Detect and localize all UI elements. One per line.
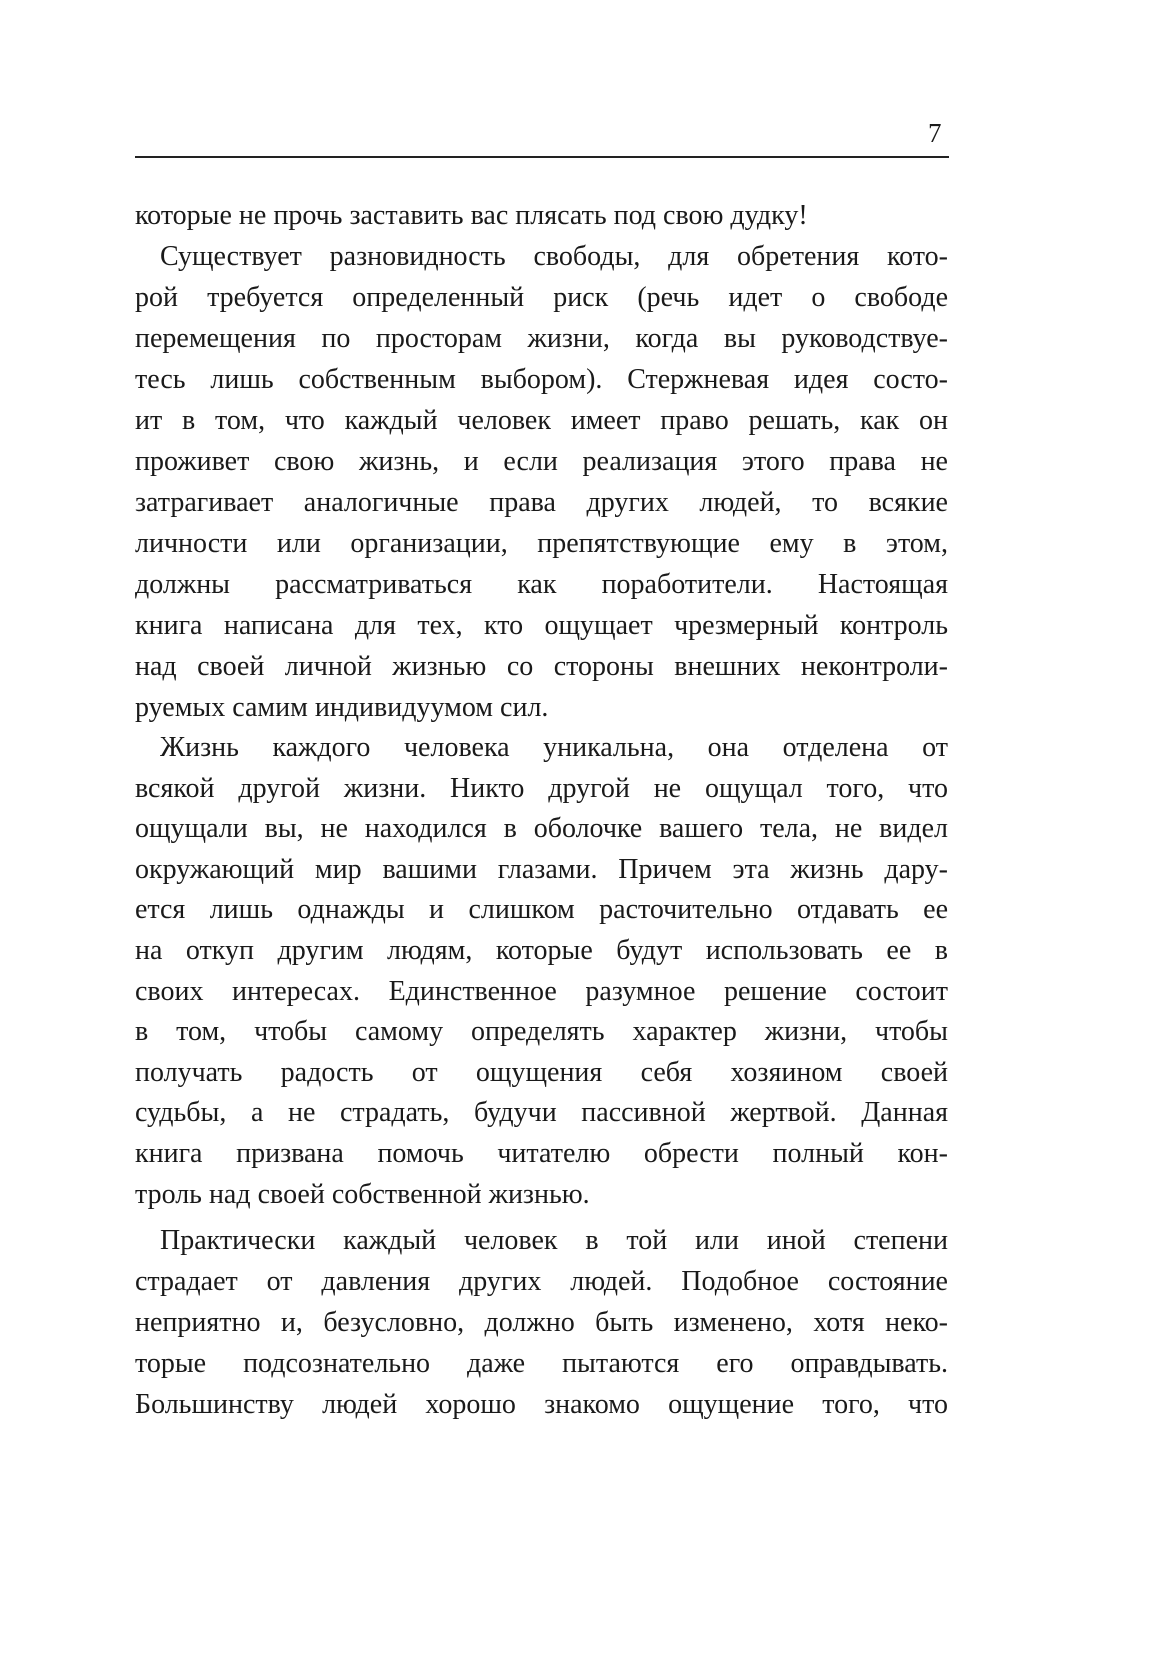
text-line: страдает от давления других людей. Подобное состояние bbox=[135, 1266, 948, 1297]
text-line: ется лишь однажды и слишком расточительно отдавать ее bbox=[135, 894, 948, 926]
text-line: ощущали вы, не находился в оболочке вашего тела, не видел bbox=[135, 813, 948, 845]
text-line: руемых самим индивидуумом сил. bbox=[135, 692, 549, 723]
text-line: Существует разновидность свободы, для обретения кото- bbox=[160, 241, 948, 272]
header-rule bbox=[135, 156, 949, 158]
text-line: всякой другой жизни. Никто другой не ощущал того, что bbox=[135, 772, 948, 804]
text-line: должны рассматриваться как поработители. Настоящая bbox=[135, 569, 948, 600]
text-line: книга призвана помочь читателю обрести полный кон- bbox=[135, 1137, 948, 1169]
text-line: книга написана для тех, кто ощущает чрезмерный контроль bbox=[135, 610, 948, 641]
text-line: получать радость от ощущения себя хозяином своей bbox=[135, 1056, 948, 1088]
paragraph-4 bbox=[135, 1220, 948, 1425]
text-line: на откуп другим людям, которые будут использовать ее в bbox=[135, 934, 948, 966]
text-line: судьбы, а не страдать, будучи пассивной жертвой. Данная bbox=[135, 1097, 948, 1129]
text-line: затрагивает аналогичные права других людей, то всякие bbox=[135, 487, 948, 518]
text-line: Практически каждый человек в той или иной степени bbox=[160, 1225, 948, 1256]
paragraph-3 bbox=[135, 727, 948, 1214]
text-line: проживет свою жизнь, и если реализация этого права не bbox=[135, 446, 948, 477]
text-line: своих интересах. Единственное разумное решение состоит bbox=[135, 975, 948, 1007]
text-line: неприятно и, безусловно, должно быть изменено, хотя неко- bbox=[135, 1307, 948, 1338]
text-line: ит в том, что каждый человек имеет право решать, как он bbox=[135, 405, 948, 436]
paragraph-1 bbox=[135, 195, 948, 236]
text-line: Жизнь каждого человека уникальна, она отделена от bbox=[160, 732, 948, 763]
text-line: торые подсознательно даже пытаются его оправдывать. bbox=[135, 1348, 948, 1379]
text-line: окружающий мир вашими глазами. Причем эта жизнь дару- bbox=[135, 853, 948, 885]
text-line: тесь лишь собственным выбором). Стержневая идея состо- bbox=[135, 364, 948, 395]
text-line: Большинству людей хорошо знакомо ощущение того, что bbox=[135, 1389, 948, 1420]
text-line: которые не прочь заставить вас плясать под свою дудку! bbox=[135, 200, 808, 231]
text-line: перемещения по просторам жизни, когда вы руководствуе- bbox=[135, 323, 948, 354]
text-line: личности или организации, препятствующие ему в этом, bbox=[135, 528, 948, 559]
text-line: троль над своей собственной жизнью. bbox=[135, 1178, 590, 1210]
text-line: над своей личной жизнью со стороны внешних неконтроли- bbox=[135, 651, 948, 682]
text-line: в том, чтобы самому определять характер жизни, чтобы bbox=[135, 1016, 948, 1048]
page-number: 7 bbox=[928, 118, 942, 148]
text-line: рой требуется определенный риск (речь идет о свободе bbox=[135, 282, 948, 313]
paragraph-2 bbox=[135, 236, 948, 728]
